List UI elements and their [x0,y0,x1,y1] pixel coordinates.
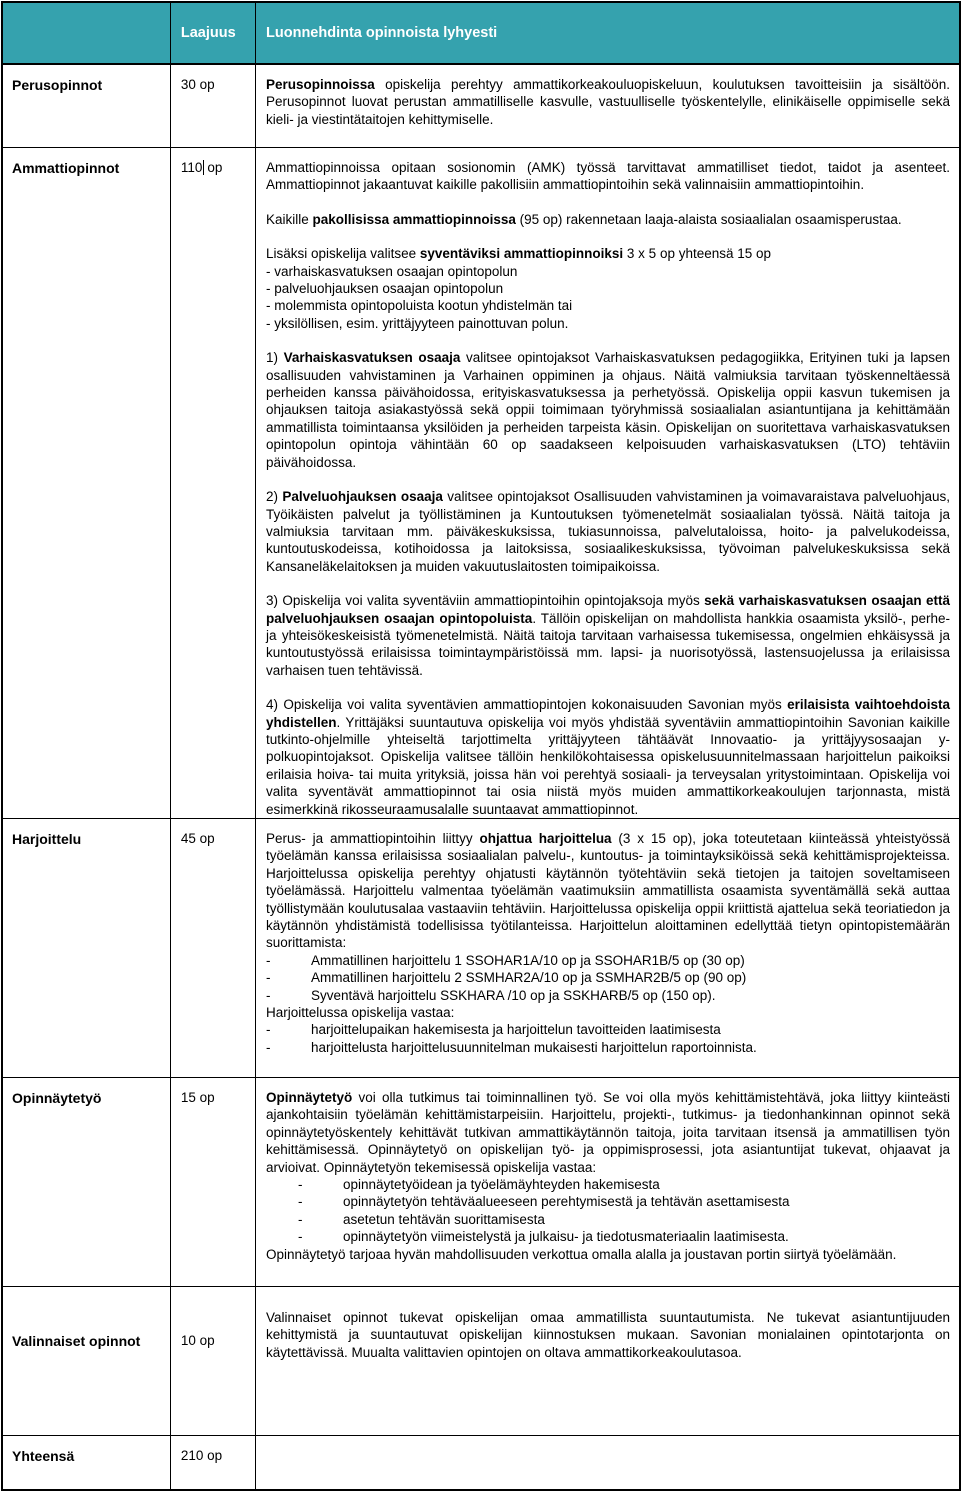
description-cell-harjoittelu[interactable] [256,819,960,1078]
paragraph: 2) Palveluohjauksen osaaja valitsee opintojaksot Osallisuuden vahvistaminen ja voimavaraistava palveluohjaus, Työikäisten palvelut ja työllistäminen ja Kuntoutuksen työmenetelmät sosiaalialan työssä. Näitä taitoja ja valmiuksia tarvitaan mm. päiväkeskuksissa, tukiasunnoissa, palvelutaloissa, hoito- ja palvelukodeissa, kuntoutuskodeissa, kotihoidossa ja laitoksissa, sosiaalikeskuksissa, työvoiman palvelukeskuksissa sekä Kansaneläkelaitoksen ja muiden vakuutuslaitosten toimipaikoissa. [266,489,950,574]
dash-bullet: - [266,1039,271,1055]
description-cell-ammattiopinnot[interactable] [256,148,960,819]
dash-bullet: - [266,970,271,986]
dash-bullet: - [298,1229,303,1245]
paragraph: Valinnaiset opinnot tukevat opiskelijan omaa ammatillista suuntautumista. Ne tukevat asiantuntijuuden kehittymistä ja suuntautuvat opiskelijan kiinnostuksen mukaan. Savonian monialainen opintotarjonta on käytettävissä. Muualta valittavien opintojen on oltava ammattikorkeakoulutasoa. [266,1310,950,1360]
list-item: - opinnäytetyöidean ja työelämäyhteyden hakemisesta [298,1177,660,1193]
description-cell-perusopinnot[interactable] [256,64,960,148]
paragraph: Opinnäytetyö voi olla tutkimus tai toiminnallinen työ. Se voi olla myös kehittämistehtävä, joka liittyy kiinteästi ajankohtaisiin työelämän kehittämistarpeisiin. Harjoittelu, projekti-, tutkimus- ja tiedonhankinnan opinnot sekä opinnäytetyöskentely kehittävät tutkivan ammattikäytännön taitoja, joita tarvitaan itsensä ja ammatillisen työn kehittämisessä. Opinnäytetyö on opiskelijan työ- ja oppimisprosessi, jota asiantuntijat tukevat, ohjaavat ja arvioivat. Opinnäytetyön tekemisessä opiskelija vastaa: [266,1090,950,1175]
paragraph: Kaikille pakollisissa ammattiopinnoissa (95 op) rakennetaan laaja-alaista sosiaalialan osaamisperustaa. [266,211,902,227]
list-item: - Ammatillinen harjoittelu 1 SSOHAR1A/10 op ja SSOHAR1B/5 op (30 op) [266,952,745,968]
text-cursor [203,160,204,175]
extent-cell-opinnaytetyo[interactable]: 15 op [170,1078,255,1287]
description-cell-yhteensa[interactable] [256,1436,960,1491]
list-item: - yksilöllisen, esim. yrittäjyyteen painottuvan polun. [266,315,569,331]
paragraph: Lisäksi opiskelija valitsee syventäviksi ammattiopinnoiksi 3 x 5 op yhteensä 15 op [266,246,772,262]
description-cell-valinnaiset[interactable] [256,1287,960,1436]
extent-cell-harjoittelu[interactable]: 45 op [170,819,255,1078]
extent-cell-valinnaiset[interactable]: 10 op [170,1287,255,1436]
dash-bullet: - [266,1022,271,1038]
row-label-valinnaiset[interactable]: Valinnaiset opinnot [2,1287,170,1436]
column-header-blank [2,2,170,64]
row-label-yhteensa[interactable]: Yhteensä [2,1436,170,1491]
table-row-valinnaiset [2,1287,960,1436]
row-label-opinnaytetyo[interactable]: Opinnäytetyö [2,1078,170,1287]
dash-bullet: - [298,1194,303,1210]
paragraph: Ammattiopinnoissa opitaan sosionomin (AMK) työssä tarvittavat ammatilliset tiedot, taidot ja asenteet. Ammattiopinnot jakaantuvat kaikille pakollisiin ammattiopintoihin sekä valinnaisiin ammattiopintoihin. [266,160,950,193]
table-row-yhteensa [2,1436,960,1491]
paragraph: Perus- ja ammattiopintoihin liittyy ohjattua harjoittelua (3 x 15 op), joka toteutetaan kiinteässä yhteistyössä työelämän kanssa erilaisissa sosiaalialan palvelu-, kuntoutus- ja toimintayksiköissä sekä kehittämisprojekteissa. Harjoittelussa opiskelija perehtyy ohjatusti käytännön työtehtäviin sekä tietojen ja taitojen soveltamiseen työelämässä. Harjoittelu valmentaa työelämän vaatimuksiin ammatillista osaamista syventämällä sekä auttaa työllistymään koulutusalaa vastaaviin tehtäviin. Harjoittelussa opiskelija oppii kriittistä ajattelua sekä teoriatiedon ja käytännön yhdistämistä todellisissa työtilanteissa. Harjoittelun aloittaminen edellyttää tietyn opintopistemäärän suorittamista: [266,831,950,951]
table-row-ammattiopinnot [2,148,960,819]
list-item: - harjoittelusta harjoittelusuunnitelman mukaisesti harjoittelun raportoinnista. [266,1039,757,1055]
column-header-description: Luonnehdinta opinnoista lyhyesti [256,2,960,64]
paragraph: 4) Opiskelija voi valita syventävien ammattiopintojen kokonaisuuden Savonian myös erilaisista vaihtoehdoista yhdistellen. Yrittäjäksi suuntautuva opiskelija voi myös yhdistää syventäviin ammattiopintoihin Savonian kaikille tutkinto-ohjelmille yhteiseltä tarjottimelta yrittäjyyteen tähtäävät Innovaatio- ja yrittäjyysosaajan y-polkuopintojaksot. Opiskelija valitsee tällöin henkilökohtaisessa opiskelusuunnitelmassaan harjoittelun paikoiksi erilaisia hoiva- tai muita yrityksiä, joissa hän voi perehtyä sosiaali- ja terveysalan yritystoimintaan. Opiskelija voi valita syventävät ammattiopinnot tai osia niistä myös muiden ammattikorkeakoulujen tarjonnasta, mistä esimerkkinä rikosseuraamusalalle suuntaavat ammattiopinnot. [266,697,950,817]
list-item: - harjoittelupaikan hakemisesta ja harjoittelun tavoitteiden laatimisesta [266,1022,721,1038]
paragraph: 3) Opiskelija voi valita syventäviin ammattiopintoihin opintojaksoja myös sekä varhaiskasvatuksen osaajan että palveluohjauksen osaajan opintopoluista. Tällöin opiskelijan on mahdollista hankkia osaamista yksilö-, perhe- ja yhteisökeskeisistä työmenetelmistä. Näitä taitoja tarvitaan varhaisessa tukemisessa, ongelmien ehkäisyssä ja kuntoutustyössä erilaisissa toimintaympäristöissä mm. lapsi- ja nuorisotyössä, lastensuojelussa ja erilaisissa varhaisen tuen tehtävissä. [266,593,951,678]
list-item: - Syventävä harjoittelu SSKHARA /10 op ja SSKHARB/5 op (150 op). [266,987,716,1003]
list-item: - palveluohjauksen osaajan opintopolun [266,281,504,297]
description-cell-opinnaytetyo[interactable] [256,1078,960,1287]
curriculum-table [1,1,961,1491]
paragraph: Perusopinnoissa opiskelija perehtyy ammattikorkeakouluopiskeluun, koulutuksen tavoitteisiin ja sisältöön. Perusopinnot luovat perustan ammatilliselle kasvulle, vastuulliselle työskentelylle, elinikäiselle oppimiselle sekä kieli- ja viestintätaitojen kehittymiselle. [266,77,950,127]
extent-cell-yhteensa[interactable]: 210 op [170,1436,255,1491]
row-label-ammattiopinnot[interactable]: Ammattiopinnot [2,148,170,819]
dash-bullet: - [298,1211,303,1227]
table-row-perusopinnot [2,64,960,148]
paragraph: Harjoittelussa opiskelija vastaa: [266,1005,455,1021]
dash-bullet: - [266,952,271,968]
list-item: - asetetun tehtävän suorittamisesta [298,1211,545,1227]
table-row-harjoittelu [2,819,960,1078]
list-item: - opinnäytetyön tehtäväalueeseen perehtymisestä ja tehtävän asettamisesta [298,1194,790,1210]
paragraph: 1) Varhaiskasvatuksen osaaja valitsee opintojaksot Varhaiskasvatuksen pedagogiikka, Erityinen tuki ja lapsen osallisuuden vahvistaminen ja Varhainen oppiminen ja ohjaus. Näitä valmiuksia tarvitaan työskenneltäessä perheiden kanssa päivähoidossa, erityiskasvatuksessa ja perhetyössä. Opiskelija oppii kasvun tukemisen ja ohjauksen taitoja asiakastyössä sekä oppii toimimaan työryhmissä sosiaalialan asiantuntijana ja kehittämään ammatillista toimintaansa yksilöiden ja perheiden tarpeista käsin. Opiskelijan on suoritettava varhaiskasvatuksen opintopolun opintoja vähintään 60 op saadakseen kelpoisuuden varhaiskasvatuksen (LTO) tehtäviin päivähoidossa. [266,350,950,470]
dash-bullet: - [298,1177,303,1193]
list-item: - varhaiskasvatuksen osaajan opintopolun [266,263,518,279]
list-item: - molemmista opintopoluista kootun yhdistelmän tai [266,298,573,314]
row-label-perusopinnot[interactable]: Perusopinnot [2,64,170,148]
column-header-laajuus: Laajuus [170,2,255,64]
table-header-row [2,2,960,64]
list-item: - opinnäytetyön viimeistelystä ja julkaisu- ja tiedotusmateriaalin laatimisesta. [298,1229,789,1245]
extent-cell-ammattiopinnot[interactable]: 110 op [170,148,255,819]
table-row-opinnaytetyo [2,1078,960,1287]
dash-bullet: - [266,987,271,1003]
extent-cell-perusopinnot[interactable]: 30 op [170,64,255,148]
row-label-harjoittelu[interactable]: Harjoittelu [2,819,170,1078]
paragraph: Opinnäytetyö tarjoaa hyvän mahdollisuuden verkottua omalla alalla ja joustavan portin siirtyä työelämään. [266,1246,897,1262]
list-item: - Ammatillinen harjoittelu 2 SSMHAR2A/10 op ja SSMHAR2B/5 op (90 op) [266,970,747,986]
